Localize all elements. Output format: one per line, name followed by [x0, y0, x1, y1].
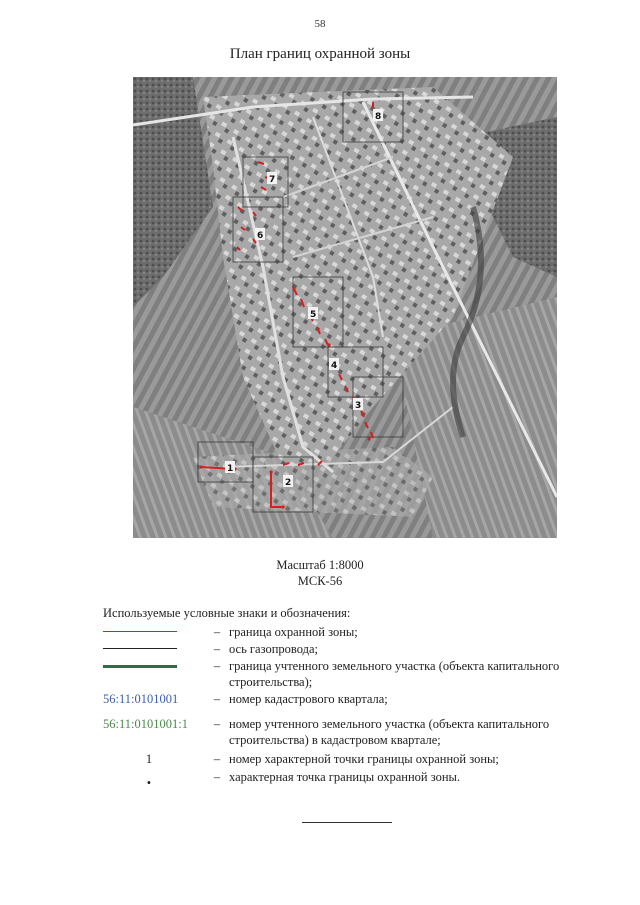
page-number: 58: [314, 18, 326, 30]
parcel-border-symbol: [103, 658, 203, 674]
legend-text: номер учтенного земельного участка (объекта капитального строительства) в кадастровом квартале;: [229, 717, 550, 747]
map-point-label-1: 1: [227, 464, 234, 474]
coordinate-system-label: МСК-56: [297, 574, 343, 588]
map-point-label-3: 3: [355, 401, 362, 411]
legend-dash: –: [213, 625, 221, 639]
footer-rule: [302, 822, 392, 823]
parcel-number-symbol: 56:11:0101001:1: [103, 717, 188, 731]
map-point-label-2: 2: [285, 478, 292, 488]
map-point-label-7: 7: [269, 175, 276, 185]
scale-block: [0, 557, 640, 589]
legend-dash: –: [213, 770, 221, 784]
legend-text: ось газопровода;: [229, 642, 319, 656]
aerial-map: [133, 77, 557, 538]
legend-dash: –: [213, 642, 221, 656]
legend-dash: –: [213, 659, 221, 673]
legend-dash: –: [213, 717, 221, 731]
map-point-label-5: 5: [310, 310, 317, 320]
map-point-label-8: 8: [375, 112, 382, 122]
legend-dash: –: [213, 752, 221, 766]
legend-text: номер характерной точки границы охранной зоны;: [229, 752, 499, 766]
scale-label: Масштаб 1:8000: [276, 558, 364, 572]
legend-text: граница охранной зоны;: [229, 625, 358, 639]
characteristic-point-symbol: •: [146, 776, 152, 790]
map-point-label-6: 6: [257, 231, 264, 241]
zone-border-symbol: [103, 624, 203, 640]
gas-axis-symbol: [103, 641, 203, 657]
point-number-symbol: 1: [145, 752, 153, 766]
legend-dash: –: [213, 692, 221, 706]
cadastral-quarter-symbol: 56:11:0101001: [103, 692, 179, 706]
map-point-label-4: 4: [331, 361, 338, 371]
legend-heading: Используемые условные знаки и обозначения:: [103, 606, 351, 620]
plan-title: План границ охранной зоны: [229, 46, 411, 62]
legend-text: номер кадастрового квартала;: [229, 692, 388, 706]
legend-text: характерная точка границы охранной зоны.: [229, 770, 461, 784]
legend-text: граница учтенного земельного участка (объекта капитального строительства);: [229, 659, 560, 689]
